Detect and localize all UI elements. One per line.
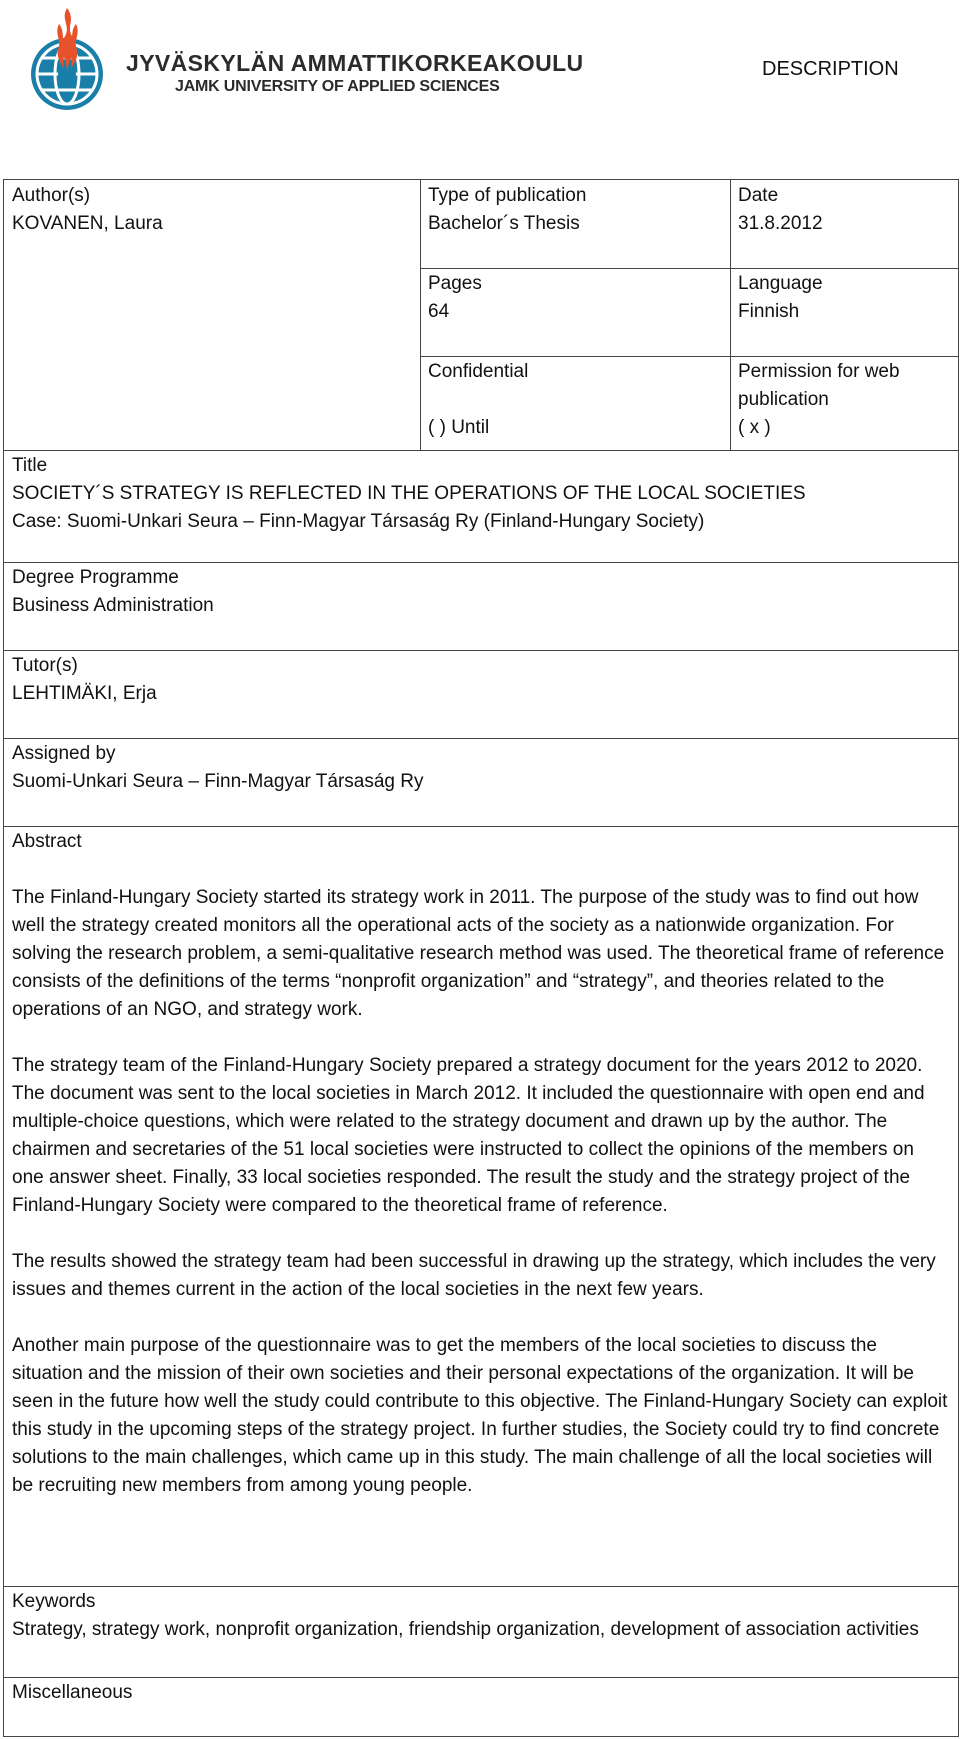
language-value: Finnish (738, 301, 800, 322)
miscellaneous-label: Miscellaneous (12, 1682, 133, 1703)
assigned-by-label: Assigned by (12, 743, 116, 764)
date-cell (738, 182, 954, 238)
tutors-cell (12, 652, 952, 708)
divider (420, 180, 421, 450)
institution-name-english: JAMK UNIVERSITY OF APPLIED SCIENCES (175, 78, 500, 95)
flame-globe-logo-icon (26, 6, 108, 116)
divider (4, 738, 958, 739)
publication-type-label: Type of publication (428, 185, 587, 206)
assigned-by-value: Suomi-Unkari Seura – Finn-Magyar Társaság Ry (12, 771, 424, 792)
confidential-label: Confidential (428, 361, 529, 382)
assigned-by-cell (12, 740, 952, 796)
institution-name: JYVÄSKYLÄN AMMATTIKORKEAKOULU (126, 50, 584, 76)
authors-value: KOVANEN, Laura (12, 213, 163, 234)
degree-programme-value: Business Administration (12, 595, 214, 616)
divider (420, 268, 958, 269)
document-header (0, 0, 960, 150)
pages-label: Pages (428, 273, 482, 294)
language-label: Language (738, 273, 823, 294)
pages-value: 64 (428, 301, 450, 322)
web-permission-label-cont: publication (738, 389, 829, 410)
keywords-value: Strategy, strategy work, nonprofit organization, friendship organization, development of association activities (12, 1619, 919, 1640)
abstract-body (12, 884, 948, 1500)
degree-programme-cell (12, 564, 952, 620)
divider (730, 180, 731, 450)
divider (4, 450, 958, 451)
abstract-label: Abstract (12, 831, 82, 852)
abstract-paragraph: The Finland-Hungary Society started its strategy work in 2011. The purpose of the study was to find out how well the strategy created monitors all the operational acts of the society as a nationwide organization. For solving the research problem, a semi-qualitative research method was used. The theoretical frame of reference consists of the definitions of the terms “nonprofit organization” and “strategy”, and theories related to the operations of an NGO, and strategy work. (12, 887, 945, 1020)
divider (4, 1586, 958, 1587)
keywords-cell (12, 1588, 948, 1644)
keywords-label: Keywords (12, 1591, 96, 1612)
authors-label: Author(s) (12, 185, 91, 206)
date-label: Date (738, 185, 779, 206)
abstract-paragraph: Another main purpose of the questionnaire was to get the members of the local societies to discuss the situation and the mission of their own societies and their personal expectations of the organization. It will be seen in the future how well the study could contribute to this objective. The Finland-Hungary Society can exploit this study in the upcoming steps of the strategy project. In further studies, the Society could try to find concrete solutions to the main challenges, which came up in this study. The main challenge of all the local societies will be recruiting new members from among young people. (12, 1335, 948, 1496)
authors-cell (12, 182, 412, 238)
date-value: 31.8.2012 (738, 213, 823, 234)
title-label: Title (12, 455, 48, 476)
abstract-paragraph: The results showed the strategy team had been successful in drawing up the strategy, which includes the very issues and themes current in the action of the local societies in the next few years. (12, 1251, 936, 1300)
divider (4, 562, 958, 563)
divider (4, 826, 958, 827)
degree-programme-label: Degree Programme (12, 567, 179, 588)
thesis-subtitle: Case: Suomi-Unkari Seura – Finn-Magyar Társaság Ry (Finland-Hungary Society) (12, 511, 705, 532)
confidential-cell (428, 358, 724, 442)
abstract-paragraph: The strategy team of the Finland-Hungary Society prepared a strategy document for the years 2012 to 2020. The document was sent to the local societies in March 2012. It included the questionnaire with open end and multiple-choice questions, which were related to the strategy document and drawn up by the author. The chairmen and secretaries of the 51 local societies were instructed to collect the opinions of the members on one answer sheet. Finally, 33 local societies responded. The result the study and the strategy project of the Finland-Hungary Society were compared to the theoretical frame of reference. (12, 1055, 925, 1216)
abstract-cell (12, 828, 948, 1500)
miscellaneous-cell (12, 1679, 948, 1707)
divider (4, 1677, 958, 1678)
thesis-title: SOCIETY´S STRATEGY IS REFLECTED IN THE OPERATIONS OF THE LOCAL SOCIETIES (12, 483, 806, 504)
title-cell (12, 452, 952, 536)
description-form (3, 179, 959, 1737)
web-permission-label: Permission for web (738, 361, 900, 382)
pages-cell (428, 270, 724, 326)
web-permission-value: ( x ) (738, 417, 771, 438)
web-permission-cell (738, 358, 954, 442)
tutors-label: Tutor(s) (12, 655, 78, 676)
tutors-value: LEHTIMÄKI, Erja (12, 683, 157, 704)
document-type-heading: DESCRIPTION (762, 58, 899, 80)
publication-type-cell (428, 182, 724, 238)
publication-type-value: Bachelor´s Thesis (428, 213, 580, 234)
language-cell (738, 270, 954, 326)
confidential-value: ( ) Until (428, 417, 490, 438)
divider (420, 356, 958, 357)
divider (4, 650, 958, 651)
